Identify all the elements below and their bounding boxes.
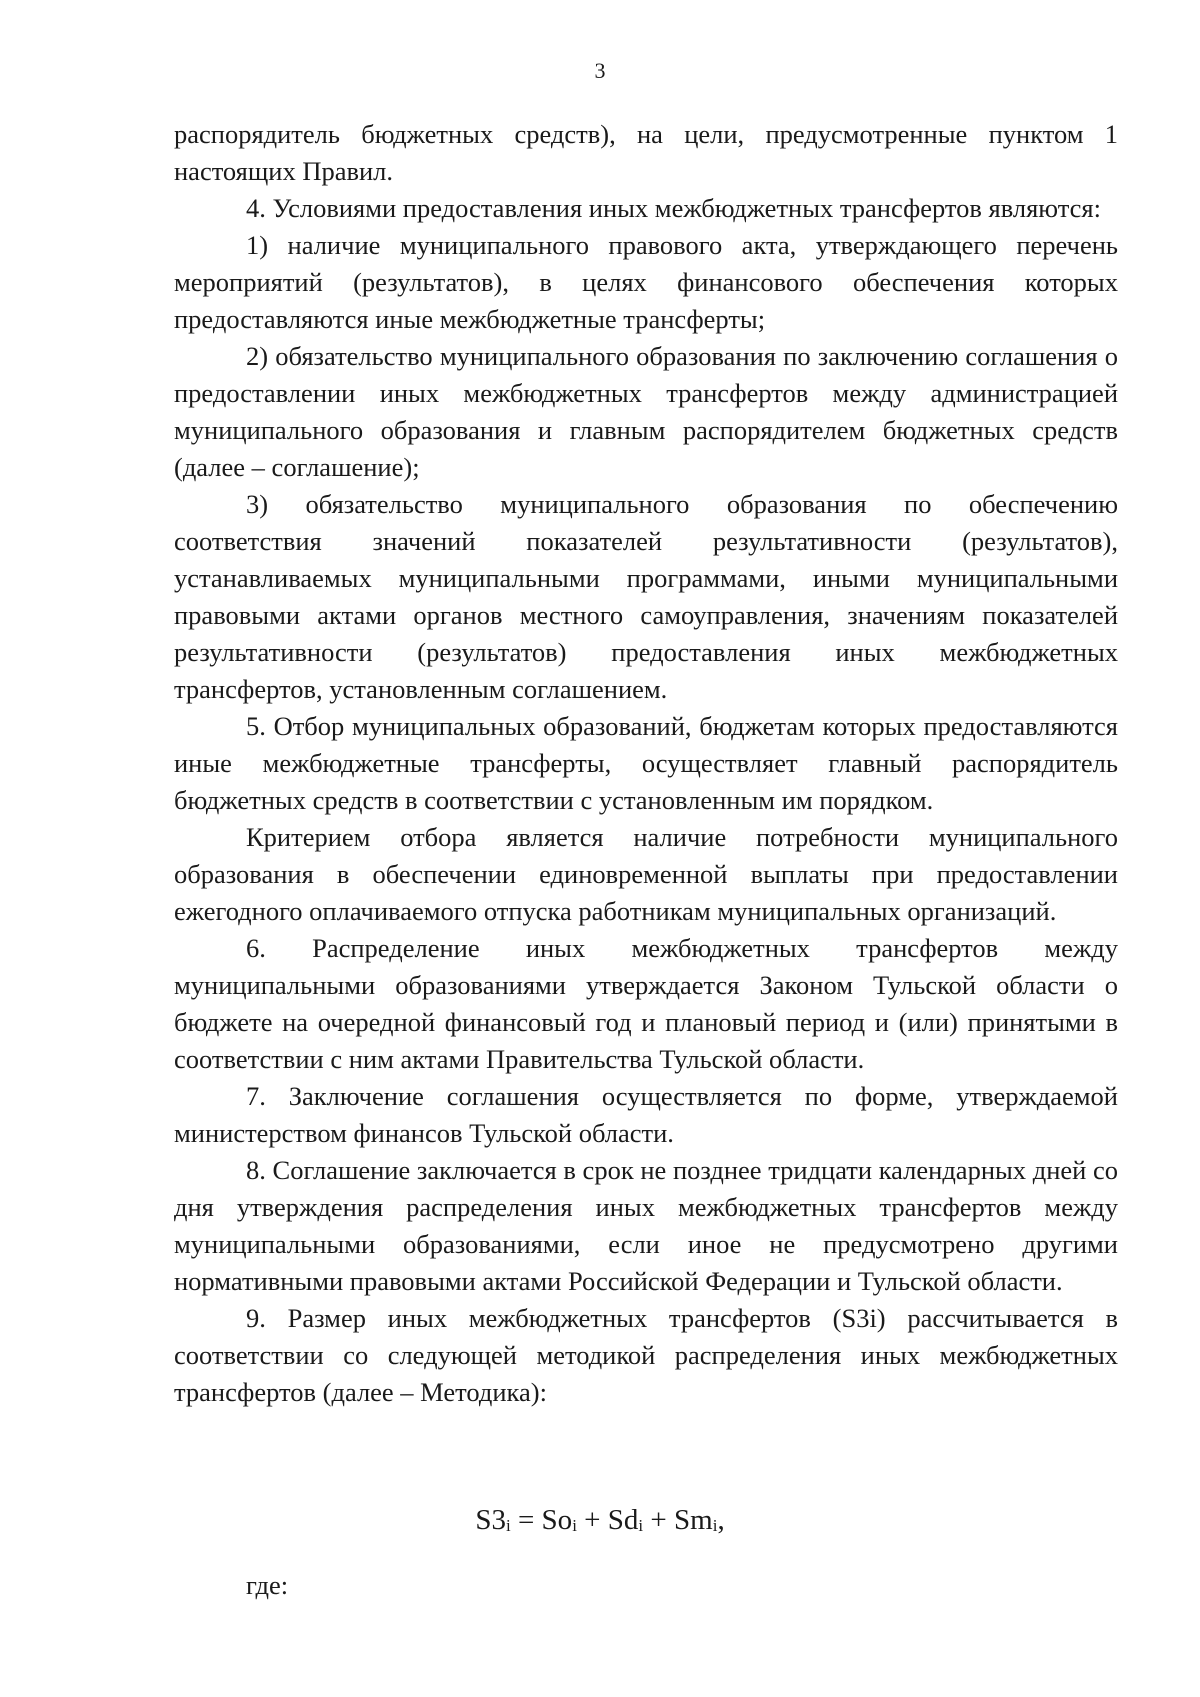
paragraph-item-6: 6. Распределение иных межбюджетных трансфертов между муниципальными образованиями утверждается Законом Тульской области о бюджете на очередной финансовый год и плановый период и (или) принятыми в соответствии с ним актами Правительства Тульской области. <box>174 933 1118 1074</box>
paragraph-item-4: 4. Условиями предоставления иных межбюджетных трансфертов являются: <box>246 193 1101 223</box>
formula-lhs: S3 <box>475 1504 506 1536</box>
formula-term-so: So <box>541 1504 573 1536</box>
where-label: где: <box>246 1570 289 1600</box>
paragraph-item-7: 7. Заключение соглашения осуществляется по форме, утверждаемой министерством финансов Тульской области. <box>174 1081 1118 1148</box>
formula-plus: + <box>643 1504 675 1536</box>
formula <box>0 1500 1200 1546</box>
formula-comma: , <box>717 1504 725 1536</box>
formula-term-sd-subscript: i <box>638 1516 644 1535</box>
document-body <box>174 116 1118 1411</box>
formula-term-sm-subscript: i <box>712 1516 718 1535</box>
paragraph-subitem-1: 1) наличие муниципального правового акта, утверждающего перечень мероприятий (результатов), в целях финансового обеспечения которых предоставляются иные межбюджетные трансферты; <box>174 230 1118 334</box>
formula-equals: = <box>510 1504 542 1536</box>
paragraph-subitem-2: 2) обязательство муниципального образования по заключению соглашения о предоставлении иных межбюджетных трансфертов между администрацией муниципального образования и главным распорядителем бюджетных средств (далее – соглашение); <box>174 341 1118 482</box>
formula-plus: + <box>576 1504 608 1536</box>
paragraph-item-8: 8. Соглашение заключается в срок не позднее тридцати календарных дней со дня утверждения распределения иных межбюджетных трансфертов между муниципальными образованиями, если иное не предусмотрено другими нормативными правовыми актами Российской Федерации и Тульской области. <box>174 1155 1118 1296</box>
paragraph-item-9: 9. Размер иных межбюджетных трансфертов (S3i) рассчитывается в соответствии со следующей методикой распределения иных межбюджетных трансфертов (далее – Методика): <box>174 1303 1118 1407</box>
paragraph-item-5: 5. Отбор муниципальных образований, бюджетам которых предоставляются иные межбюджетные трансферты, осуществляет главный распорядитель бюджетных средств в соответствии с установленным им порядком. <box>174 711 1118 815</box>
formula-term-so-subscript: i <box>572 1516 577 1535</box>
paragraph-subitem-3: 3) обязательство муниципального образования по обеспечению соответствия значений показателей результативности (результатов), устанавливаемых муниципальными программами, иными муниципальными правовыми актами органов местного самоуправления, значениям показателей результативности (результатов) предоставления иных межбюджетных трансфертов, установленным соглашением. <box>174 489 1118 704</box>
paragraph-continuation: распорядитель бюджетных средств), на цели, предусмотренные пунктом 1 настоящих Правил. <box>174 119 1118 186</box>
formula-term-sm: Sm <box>674 1504 713 1536</box>
formula-term-sd: Sd <box>607 1504 639 1536</box>
page-number: 3 <box>594 58 606 83</box>
formula-lhs-subscript: i <box>505 1516 511 1535</box>
paragraph-selection-criterion: Критерием отбора является наличие потребности муниципального образования в обеспечении единовременной выплаты при предоставлении ежегодного оплачиваемого отпуска работникам муниципальных организаций. <box>174 822 1118 926</box>
